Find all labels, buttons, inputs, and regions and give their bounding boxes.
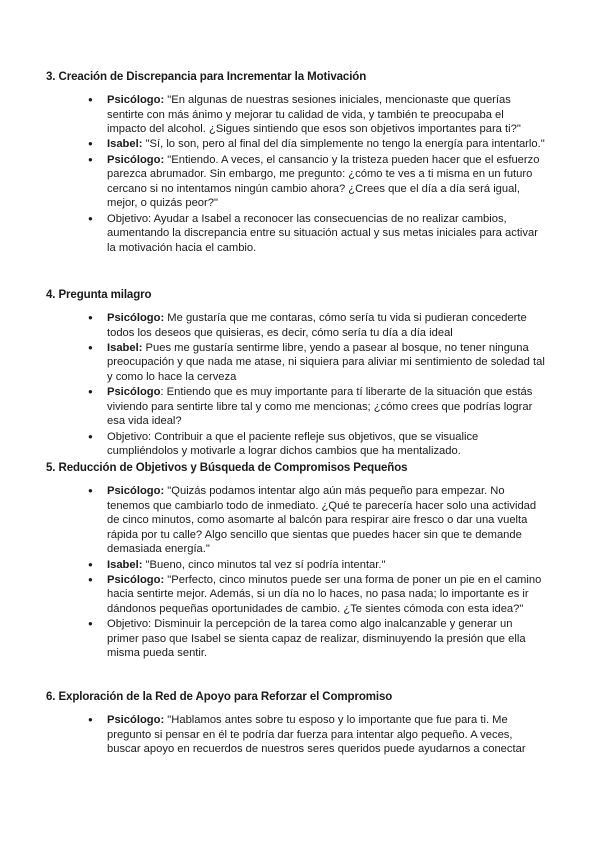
item-text: : Entiendo que es muy importante para tí liberarte de la situación que estás viviendo para sentirte libre tal y como me mencionas; ¿cómo crees que podrías lograr esa vida ideal?: [107, 386, 533, 428]
list-item: [46, 137, 546, 152]
list-item: [46, 153, 546, 211]
list-item: [46, 93, 546, 137]
list-item: [46, 558, 546, 573]
speaker-label: Psicólogo:: [107, 485, 165, 497]
section-heading: 4. Pregunta milagro: [46, 289, 152, 301]
list-item: [46, 713, 546, 757]
list-item: [46, 311, 546, 340]
item-text: Objetivo: Ayudar a Isabel a reconocer las consecuencias de no realizar cambios, aumentando la discrepancia entre su situación actual y sus metas iniciales para activar la motivación hacia el cambio.: [107, 212, 538, 254]
list-item: [46, 484, 546, 557]
item-text: "Entiendo. A veces, el cansancio y la tristeza pueden hacer que el esfuerzo parezca abrumador. Sin embargo, me pregunto: ¿cómo te ves a ti misma en un futuro cercano si no intentamos ningún cambio ahora? ¿Crees que el día a día será igual, mejor, o quizás peor?": [107, 153, 540, 210]
list-item: [46, 385, 546, 429]
section-heading: 6. Exploración de la Red de Apoyo para Reforzar el Compromiso: [46, 691, 393, 703]
dialogue-list: [46, 93, 546, 255]
list-item: [46, 573, 546, 617]
speaker-label: Psicólogo: [107, 386, 161, 399]
item-text: "En algunas de nuestras sesiones iniciales, mencionaste que querías sentirte con más ánimo y mejorar tu calidad de vida, y también te preocupaba el impacto del alcohol. ¿Sigues sintiendo que esos son objetivos importantes para ti?": [107, 94, 521, 136]
item-text: Objetivo: Disminuir la percepción de la tarea como algo inalcanzable y generar un primer paso que Isabel se sienta capaz de realizar, disminuyendo la presión que ella misma pueda sentir.: [107, 618, 526, 660]
item-text: "Bueno, cinco minutos tal vez sí podría intentar.": [142, 558, 386, 571]
dialogue-list: [46, 713, 546, 757]
item-text: "Quizás podamos intentar algo aún más pequeño para empezar. No tenemos que cambiarlo todo de inmediato. ¿Qué te parecería hacer solo una actividad de cinco minutos, como asomarte al balcón para respirar aire fresco o dar una vuelta rápida por tu calle? Algo sencillo que sientas que puedes hacer sin que te demande demasiada energía.": [107, 485, 537, 556]
speaker-label: Psicólogo:: [107, 153, 165, 166]
speaker-label: Psicólogo:: [107, 94, 165, 106]
section-red-de-apoyo: [46, 690, 546, 757]
list-item: [46, 341, 546, 385]
speaker-label: Isabel:: [107, 138, 143, 151]
item-text: "Hablamos antes sobre tu esposo y lo importante que fue para ti. Me pregunto si pensar en él te podría dar fuerza para intentar algo pequeño. A veces, buscar apoyo en recuerdos de nuestros seres queridos puede ayudarnos a conectar: [107, 714, 526, 756]
item-text: Pues me gustaría sentirme libre, yendo a pasear al bosque, no tener ninguna preocupación y que nada me atase, ni siquiera para aliviar mi sentimiento de soledad tal y como lo hace la cerveza: [107, 341, 545, 383]
item-text: "Perfecto, cinco minutos puede ser una forma de poner un pie en el camino hacia sentirte mejor. Además, si un día no lo haces, no pasa nada; lo importante es ir dándonos pequeñas oportunidades de cambio. ¿Te sientes cómoda con esta idea?": [107, 573, 542, 615]
section-heading: 5. Reducción de Objetivos y Búsqueda de Compromisos Pequeños: [46, 462, 408, 474]
dialogue-list: [46, 484, 546, 661]
objective-item: [46, 617, 546, 661]
item-text: Me gustaría que me contaras, cómo sería tu vida si pudieran concederte todos los deseos que quisieras, es decir, cómo sería tu día a día ideal: [107, 312, 527, 339]
speaker-label: Psicólogo:: [107, 312, 165, 324]
speaker-label: Psicólogo:: [107, 714, 165, 726]
speaker-label: Isabel:: [107, 341, 143, 354]
item-text: Objetivo: Contribuir a que el paciente refleje sus objetivos, que se visualice cumpliéndolos y motivarle a lograr dichos cambios que ha mentalizado.: [107, 430, 479, 458]
section-reduccion-objetivos: [46, 461, 546, 662]
section-discrepancia: [46, 70, 546, 256]
objective-item: [46, 430, 546, 459]
objective-item: [46, 212, 546, 256]
speaker-label: Psicólogo:: [107, 573, 165, 586]
dialogue-list: [46, 311, 546, 459]
section-heading: 3. Creación de Discrepancia para Incrementar la Motivación: [46, 71, 367, 83]
section-pregunta-milagro: [46, 288, 546, 459]
item-text: "Sí, lo son, pero al final del día simplemente no tengo la energía para intentarlo.": [142, 138, 545, 151]
speaker-label: Isabel:: [107, 558, 143, 571]
